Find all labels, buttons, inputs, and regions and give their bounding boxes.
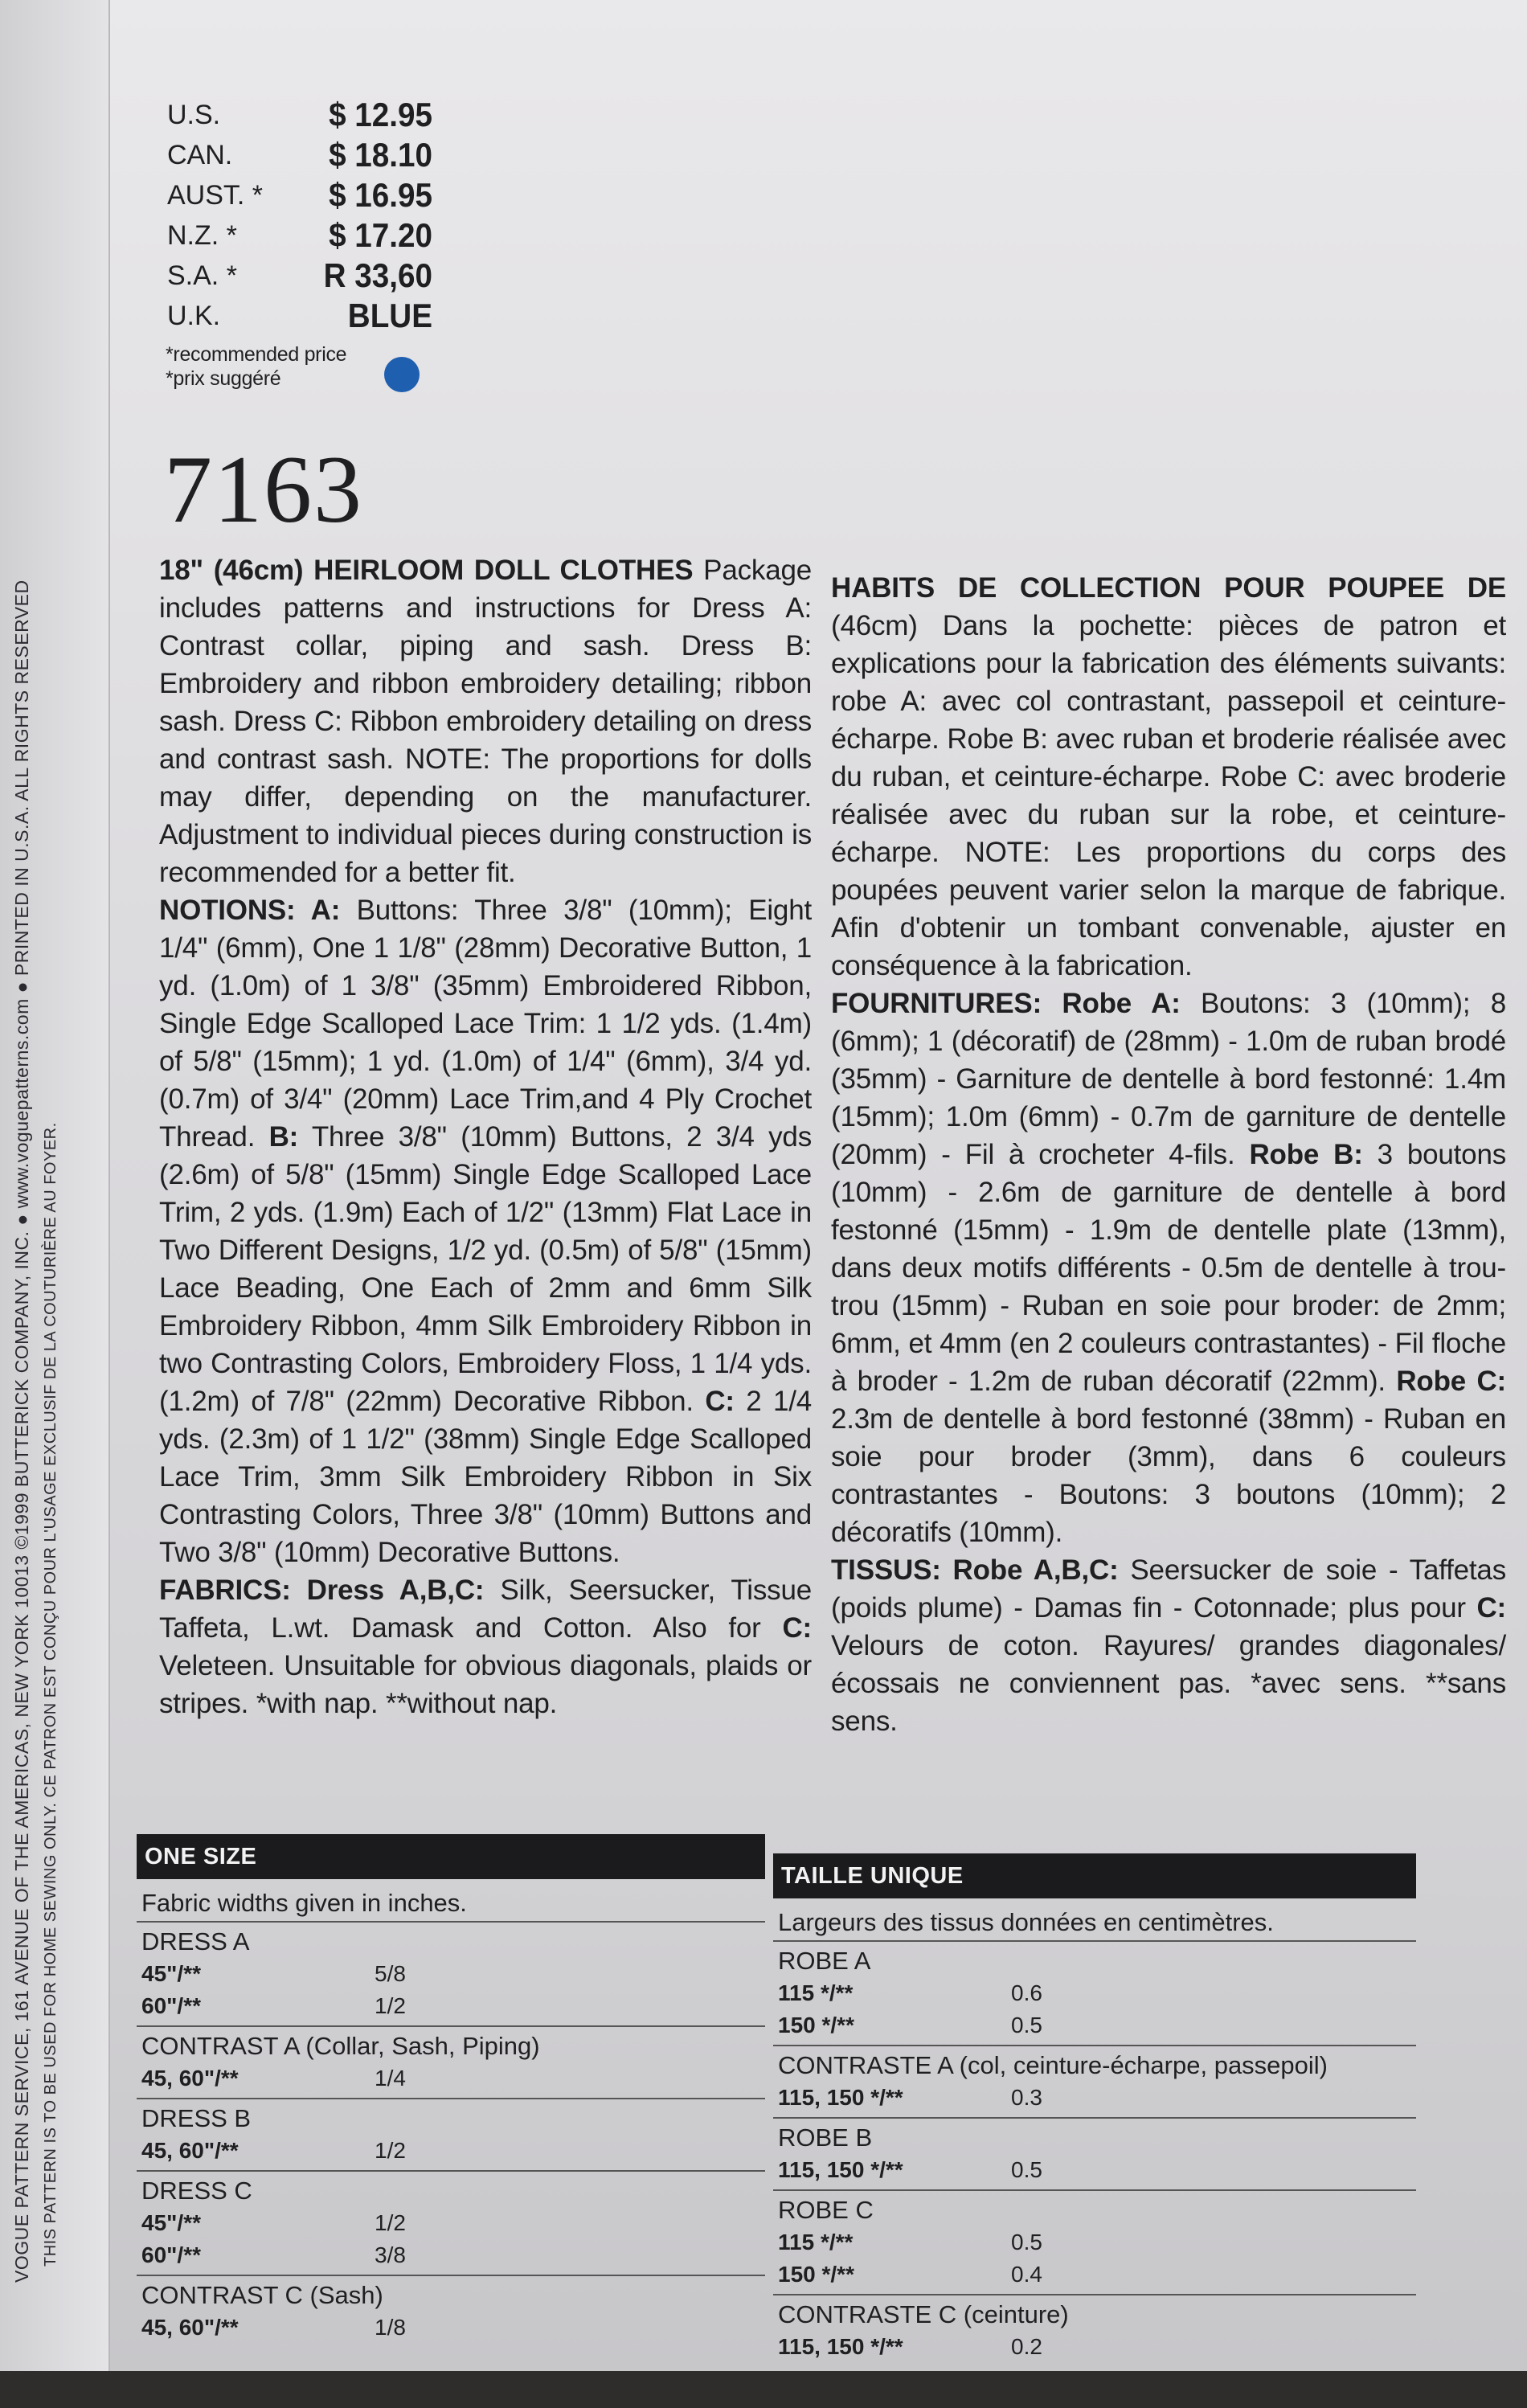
yardage-caption: Fabric widths given in inches.: [137, 1879, 765, 1923]
price-row: [167, 296, 432, 336]
english-notions-c: 2 1/4 yds. (2.3m) of 1 1/2" (38mm) Single Edge Scalloped Lace Trim, 3mm Silk Embroidery Ribbon in Six Contrasting Colors, Three 3/8" (10mm) Buttons and Two 3/8" (10mm) Decorative Buttons.: [159, 1386, 812, 1568]
french-notions-b-label: Robe B:: [1249, 1139, 1363, 1170]
yardage-group: [773, 1942, 1416, 2046]
french-title: HABITS DE COLLECTION POUR POUPEE DE: [831, 572, 1506, 604]
english-intro: Package includes patterns and instructions for Dress A: Contrast collar, piping and sash. Dress B: Embroidery and ribbon embroidery detailing; ribbon sash. Dress C: Ribbon embroidery detailing on dress and contrast sash. NOTE: The proportions for dolls may differ, depending on the manufacturer. Adjustment to individual pieces during construction is recommended for a better fit.: [159, 555, 812, 888]
yardage-group: [773, 2191, 1416, 2295]
yardage-width: 115, 150 */**: [778, 2085, 903, 2110]
english-notions-b-label: B:: [268, 1121, 299, 1153]
english-notions-a: Buttons: Three 3/8" (10mm); Eight 1/4" (6mm), One 1 1/8" (28mm) Decorative Button, 1 yd. (1.0m) of 1 3/8" (35mm) Embroidered Ribbon, Single Edge Scalloped Lace Trim: 1 1/2 yds. (1.4m) of 5/8" (15mm); 1 yd. (1.0m) of 1/4" (6mm), 3/4 yd. (0.7m) of 3/4" (20mm) Lace Trim,and 4 Ply Crochet Thread.: [159, 895, 812, 1153]
yardage-amount: 1/8: [375, 2315, 406, 2340]
yardage-row: [778, 2259, 1411, 2291]
english-fabrics-label: FABRICS: Dress A,B,C:: [159, 1575, 485, 1606]
yardage-amount: 1/2: [375, 2138, 406, 2163]
yardage-table-french: [773, 1853, 1416, 2366]
yardage-group-title: DRESS C: [141, 2177, 252, 2205]
yardage-group-title: ROBE A: [778, 1947, 871, 1975]
yardage-width: 60"/**: [141, 2242, 201, 2267]
yardage-group-title: CONTRASTE A (col, ceinture-écharpe, passepoil): [778, 2051, 1328, 2079]
english-notions-b: Three 3/8" (10mm) Buttons, 2 3/4 yds (2.6m) of 5/8" (15mm) Single Edge Scalloped Lace Trim, 2 yds. (1.9m) Each of 1/2" (13mm) Flat Lace in Two Different Designs, 1/2 yd. (0.5m) of 5/8" (15mm) Lace Beading, One Each of 2mm and 6mm Silk Embroidery Ribbon, 4mm Silk Embroidery Ribbon in two Contrasting Colors, Embroidery Floss, 1 1/4 yds. (1.2m) of 7/8" (22mm) Decorative Ribbon.: [159, 1121, 812, 1417]
yardage-amount: 1/4: [375, 2066, 406, 2091]
yardage-row: [778, 2226, 1411, 2259]
english-notions-label: NOTIONS: A:: [159, 895, 341, 926]
price-table: [167, 95, 432, 336]
yardage-width: 45"/**: [141, 1961, 201, 1986]
yardage-group-title: DRESS B: [141, 2104, 252, 2132]
price-value: $ 12.95: [329, 96, 432, 133]
price-country: AUST. *: [167, 179, 264, 211]
yardage-width: 115, 150 */**: [778, 2157, 903, 2182]
yardage-caption: Largeurs des tissus données en centimètres.: [773, 1898, 1416, 1942]
publisher-side-text: VOGUE PATTERN SERVICE, 161 AVENUE OF THE AMERICAS, NEW YORK 10013 ©1999 BUTTERICK COMPANY, INC. ● www.voguepatterns.com ● PRINTED IN U.S.A. ALL RIGHTS RESERVED: [11, 579, 32, 2283]
yardage-group: [137, 1923, 765, 2027]
french-notions-c: 2.3m de dentelle à bord festonné (38mm) - Ruban en soie pour broder (3mm), dans 6 couleurs contrastantes - Boutons: 3 boutons (10mm); 2 décoratifs (10mm).: [831, 1403, 1506, 1548]
background-surface: [0, 2371, 1527, 2408]
yardage-width: 60"/**: [141, 1993, 201, 2018]
yardage-amount: 1/2: [375, 1993, 406, 2018]
yardage-width: 115 */**: [778, 1980, 854, 2005]
price-value: $ 18.10: [329, 136, 432, 174]
yardage-table-english: [137, 1834, 765, 2347]
yardage-row: [778, 2009, 1411, 2041]
yardage-header: TAILLE UNIQUE: [773, 1853, 1416, 1898]
yardage-group: [137, 2027, 765, 2099]
price-value: BLUE: [347, 297, 432, 334]
price-value: $ 17.20: [329, 216, 432, 254]
yardage-row: [141, 2239, 760, 2271]
yardage-group: [773, 2295, 1416, 2366]
yardage-width: 115, 150 */**: [778, 2334, 903, 2359]
yardage-width: 45"/**: [141, 2210, 201, 2235]
price-value: R 33,60: [323, 256, 432, 294]
blue-price-dot: [384, 357, 420, 392]
yardage-amount: 0.2: [1011, 2334, 1042, 2359]
yardage-row: [141, 2312, 760, 2344]
yardage-width: 45, 60"/**: [141, 2315, 239, 2340]
yardage-group-title: CONTRAST C (Sash): [141, 2281, 383, 2309]
price-row: [167, 135, 432, 175]
yardage-amount: 0.5: [1011, 2230, 1042, 2254]
recommended-price-note: *recommended price: [166, 343, 347, 366]
yardage-width: 45, 60"/**: [141, 2066, 239, 2091]
envelope-side-strip: [0, 0, 110, 2371]
yardage-amount: 3/8: [375, 2242, 406, 2267]
yardage-row: [141, 2135, 760, 2167]
english-description: [159, 551, 812, 1722]
price-country: U.S.: [167, 99, 221, 130]
yardage-row: [141, 2207, 760, 2239]
yardage-amount: 0.6: [1011, 1980, 1042, 2005]
english-fabrics-c: Veleteen. Unsuitable for obvious diagonals, plaids or stripes. *with nap. **without nap.: [159, 1650, 812, 1719]
english-notions-c-label: C:: [705, 1386, 735, 1417]
yardage-group-title: DRESS A: [141, 1927, 250, 1955]
yardage-row: [141, 1958, 760, 1990]
french-fabrics-c-label: C:: [1476, 1592, 1506, 1624]
yardage-group: [773, 2119, 1416, 2191]
price-notes: [166, 342, 346, 391]
yardage-group-title: CONTRAST A (Collar, Sash, Piping): [141, 2032, 540, 2060]
yardage-group-title: CONTRASTE C (ceinture): [778, 2300, 1069, 2328]
french-fabrics-c: Velours de coton. Rayures/ grandes diagonales/écossais ne conviennent pas. *avec sens. **sans sens.: [831, 1630, 1506, 1737]
price-country: N.Z. *: [167, 219, 237, 251]
price-country: U.K.: [167, 300, 221, 331]
price-row: [167, 215, 432, 256]
yardage-amount: 0.5: [1011, 2157, 1042, 2182]
price-row: [167, 175, 432, 215]
french-description: [831, 569, 1506, 1740]
english-fabrics: Silk, Seersucker, Tissue Taffeta, L.wt. Damask and Cotton. Also for: [159, 1575, 813, 1644]
suggested-price-note: *prix suggéré: [166, 367, 281, 390]
pattern-number: 7163: [164, 436, 363, 543]
french-notions-c-label: Robe C:: [1396, 1366, 1506, 1397]
yardage-row: [778, 2154, 1411, 2186]
yardage-group: [137, 2172, 765, 2276]
home-sewing-notice: THIS PATTERN IS TO BE USED FOR HOME SEWING ONLY. CE PATRON EST CONÇU POUR L'USAGE EXCLUSIF DE LA COUTURIÈRE AU FOYER.: [42, 1122, 59, 2267]
yardage-width: 150 */**: [778, 2262, 854, 2287]
yardage-groups: [137, 1923, 765, 2347]
french-notions-b: 3 boutons (10mm) - 2.6m de garniture de dentelle à bord festonné (15mm) - 1.9m de dentelle plate (13mm), dans deux motifs différents - 0.5m de dentelle à trou-trou (15mm) - Ruban en soie pour broder: de 2mm; 6mm, et 4mm (en 2 couleurs contrastantes) - Fil floche à broder - 1.2m de ruban décoratif (22mm).: [831, 1139, 1507, 1397]
yardage-row: [141, 2062, 760, 2095]
french-fabrics: Seersucker de soie - Taffetas (poids plume) - Damas fin - Cotonnade; plus pour: [831, 1554, 1506, 1624]
french-fabrics-label: TISSUS: Robe A,B,C:: [831, 1554, 1119, 1586]
english-title: 18" (46cm) HEIRLOOM DOLL CLOTHES: [159, 555, 694, 586]
yardage-row: [141, 1990, 760, 2022]
yardage-amount: 0.3: [1011, 2085, 1042, 2110]
yardage-group: [773, 2046, 1416, 2119]
price-row: [167, 95, 432, 135]
yardage-group: [137, 2099, 765, 2172]
yardage-group-title: ROBE C: [778, 2196, 874, 2224]
yardage-group-title: ROBE B: [778, 2123, 873, 2152]
price-row: [167, 256, 432, 296]
yardage-row: [778, 2331, 1411, 2363]
english-fabrics-c-label: C:: [782, 1612, 812, 1644]
french-notions-label: FOURNITURES: Robe A:: [831, 988, 1181, 1019]
yardage-amount: 0.4: [1011, 2262, 1042, 2287]
yardage-amount: 5/8: [375, 1961, 406, 1986]
french-notions-a: Boutons: 3 (10mm); 8 (6mm); 1 (décoratif) de (28mm) - 1.0m de ruban brodé (35mm) - Garniture de dentelle à bord festonné: 1.4m (15mm); 1.0m (6mm) - 0.7m de garniture de dentelle (20mm) - Fil à crocheter 4-fils.: [831, 988, 1506, 1170]
yardage-header: ONE SIZE: [137, 1834, 765, 1879]
yardage-group: [137, 2276, 765, 2347]
yardage-width: 150 */**: [778, 2013, 854, 2037]
yardage-width: 45, 60"/**: [141, 2138, 239, 2163]
yardage-amount: 0.5: [1011, 2013, 1042, 2037]
yardage-amount: 1/2: [375, 2210, 406, 2235]
price-value: $ 16.95: [329, 176, 432, 214]
yardage-width: 115 */**: [778, 2230, 854, 2254]
price-country: CAN.: [167, 139, 233, 170]
yardage-row: [778, 2082, 1411, 2114]
price-country: S.A. *: [167, 260, 237, 291]
french-intro: (46cm) Dans la pochette: pièces de patron et explications pour la fabrication des éléments suivants: robe A: avec col contrastant, passepoil et ceinture-écharpe. Robe B: avec ruban et broderie réalisée avec du ruban, et ceinture-écharpe. Robe C: avec broderie réalisée avec du ruban sur la robe, et ceinture-écharpe. NOTE: Les proportions du corps des poupées peuvent varier selon la marque de fabrique. Afin d'obtenir un tombant convenable, ajuster en conséquence à la fabrication.: [831, 610, 1506, 981]
yardage-groups: [773, 1942, 1416, 2366]
yardage-row: [778, 1977, 1411, 2009]
